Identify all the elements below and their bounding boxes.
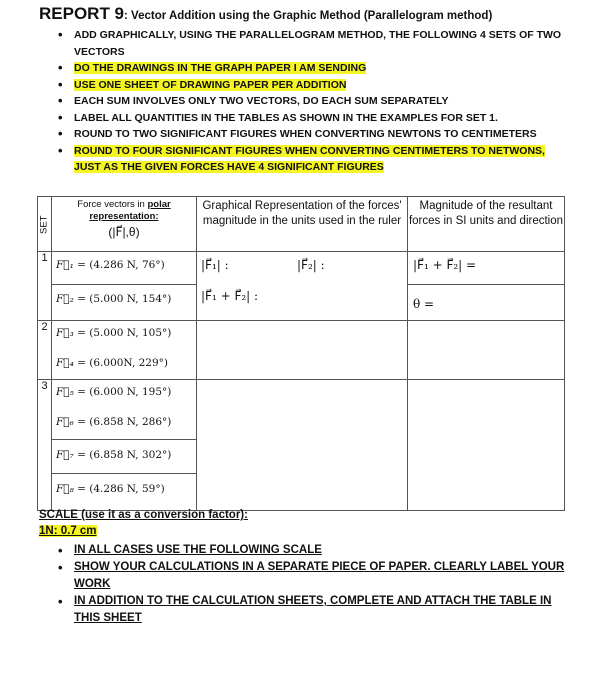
- instruction-text: ROUND TO TWO SIGNIFICANT FIGURES WHEN CONVERTING NEWTONS TO CENTIMETERS: [74, 128, 537, 140]
- graphical-cell[interactable]: [197, 380, 408, 511]
- graphical-column-header: Graphical Representation of the forces' magnitude in the units used in the ruler: [197, 197, 408, 252]
- instruction-item: [58, 77, 568, 94]
- graphical-cell[interactable]: [197, 252, 408, 285]
- force-cell: [52, 410, 197, 440]
- instruction-text: USE ONE SHEET OF DRAWING PAPER PER ADDITION: [74, 78, 347, 91]
- force-symbol: F⃗₂: [56, 293, 74, 305]
- force-value: = (5.000 N, 105°): [73, 327, 172, 339]
- scale-heading: SCALE (use it as a conversion factor):: [39, 509, 248, 521]
- resultant-magnitude-label: |F⃗₁ + F⃗₂| =: [413, 258, 477, 272]
- force-value: = (6.858 N, 302°): [73, 449, 172, 461]
- final-instruction-item: • IN ALL CASES USE THE FOLLOWING SCALE: [58, 542, 568, 559]
- direction-cell[interactable]: [408, 285, 565, 321]
- table-row: [38, 380, 565, 410]
- force-cell: [52, 252, 197, 285]
- instruction-text: LABEL ALL QUANTITIES IN THE TABLES AS SHOWN IN THE EXAMPLES FOR SET 1.: [74, 111, 498, 124]
- report-title: [39, 4, 492, 24]
- final-instruction-list: [58, 542, 568, 627]
- report-number: REPORT 9: [39, 4, 125, 23]
- graphical-cell[interactable]: [197, 285, 408, 321]
- graphical-cell[interactable]: [197, 321, 408, 380]
- final-instruction-item: • SHOW YOUR CALCULATIONS IN A SEPARATE PIECE OF PAPER. CLEARLY LABEL YOUR WORK: [58, 559, 568, 593]
- force-symbol: F⃗₃: [56, 327, 74, 339]
- instruction-item: [58, 110, 568, 127]
- force-header-representation: representation:: [89, 211, 159, 222]
- force-value: = (5.000 N, 154°): [73, 293, 172, 305]
- force-symbol: F⃗₈: [56, 483, 74, 495]
- force-header-text: Force vectors in: [77, 199, 148, 210]
- force-cell: [52, 440, 197, 474]
- instruction-text: ADD GRAPHICALLY, USING THE PARALLELOGRAM METHOD, THE FOLLOWING 4 SETS OF TWO VECTORS: [74, 29, 562, 58]
- force-symbol: F⃗₁: [56, 259, 74, 271]
- instruction-item: [58, 143, 568, 176]
- f2-magnitude-label: |F⃗₂| :: [297, 258, 325, 272]
- theta-label: θ =: [413, 297, 435, 311]
- magnitude-cell[interactable]: [408, 321, 565, 380]
- f1-magnitude-label: |F⃗₁| :: [201, 258, 229, 272]
- instruction-item: [58, 126, 568, 143]
- force-header-notation: (|F⃗|,θ): [108, 225, 140, 239]
- instruction-item: [58, 27, 568, 60]
- scale-section: [39, 507, 248, 539]
- magnitude-cell[interactable]: [408, 252, 565, 285]
- force-value: = (6.000N, 229°): [73, 356, 169, 369]
- table-row: [38, 252, 565, 285]
- force-value: = (4.286 N, 76°): [73, 259, 165, 271]
- set-number: 3: [38, 380, 52, 511]
- table-row: [38, 321, 565, 351]
- force-value: = (6.858 N, 286°): [73, 415, 172, 428]
- force-symbol: F⃗₇: [56, 449, 74, 461]
- instruction-item: [58, 60, 568, 77]
- instruction-text: ROUND TO FOUR SIGNIFICANT FIGURES WHEN CONVERTING CENTIMETERS TO NETWONS, JUST AS THE GIVEN FORCES HAVE 4 SIGNIFICANT FIGURES: [74, 144, 545, 173]
- force-value: = (6.000 N, 195°): [73, 386, 172, 398]
- scale-factor: 1N: 0.7 cm: [39, 525, 97, 537]
- final-instruction-item: • IN ADDITION TO THE CALCULATION SHEETS, COMPLETE AND ATTACH THE TABLE IN THIS SHEET: [58, 593, 568, 627]
- set-number: 2: [38, 321, 52, 380]
- set-column-header: SET: [38, 197, 52, 252]
- force-cell: [52, 285, 197, 321]
- table-header-row: [38, 197, 565, 252]
- force-cell: [52, 380, 197, 410]
- instruction-text: EACH SUM INVOLVES ONLY TWO VECTORS, DO EACH SUM SEPARATELY: [74, 95, 449, 107]
- force-column-header: [52, 197, 197, 252]
- magnitude-cell[interactable]: [408, 380, 565, 511]
- force-value: = (4.286 N, 59°): [73, 483, 165, 495]
- force-cell: [52, 321, 197, 351]
- table-row: [38, 285, 565, 321]
- instruction-item: [58, 93, 568, 110]
- force-header-polar: polar: [147, 199, 171, 210]
- force-cell: [52, 474, 197, 511]
- vector-table: [37, 196, 565, 511]
- report-subtitle: : Vector Addition using the Graphic Method (Parallelogram method): [124, 10, 493, 22]
- instruction-text: DO THE DRAWINGS IN THE GRAPH PAPER I AM SENDING: [74, 62, 367, 74]
- force-cell: [52, 351, 197, 380]
- force-symbol: F⃗₄: [56, 356, 74, 369]
- instruction-list: [58, 27, 568, 176]
- magnitude-column-header: Magnitude of the resultant forces in SI units and direction: [408, 197, 565, 252]
- force-symbol: F⃗₆: [56, 415, 74, 428]
- force-symbol: F⃗₅: [56, 386, 74, 398]
- sum-magnitude-label: |F⃗₁ + F⃗₂| :: [201, 288, 259, 303]
- set-number: 1: [38, 252, 52, 321]
